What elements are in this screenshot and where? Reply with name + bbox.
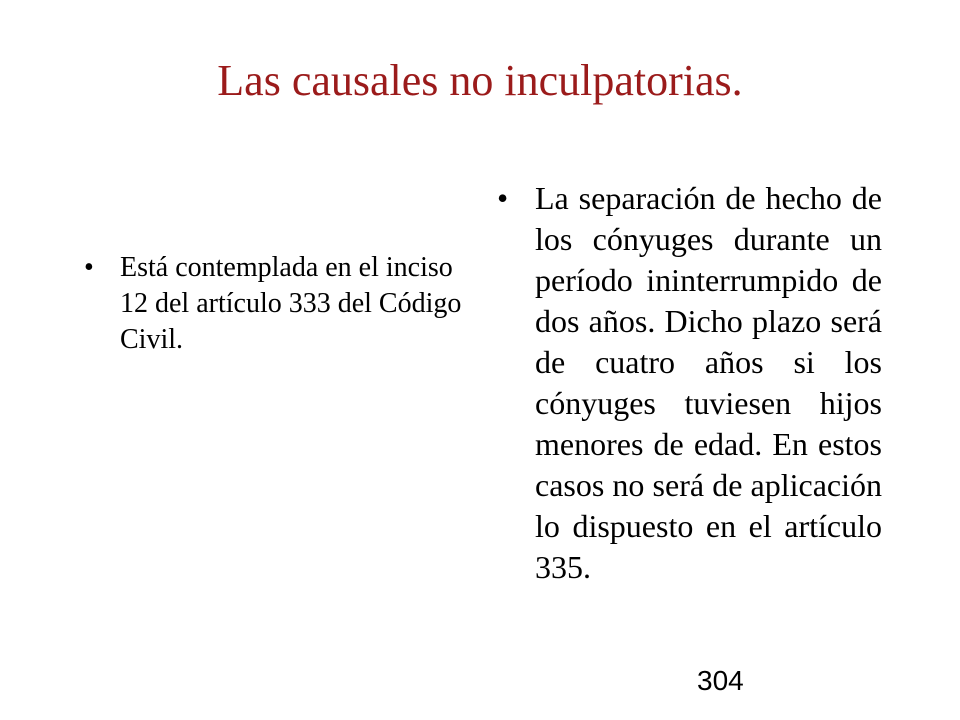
bullet-marker: • — [497, 180, 509, 216]
right-bullet-text: La separación de hecho de los cónyuges durante un período ininterrumpido de dos años. Dicho plazo será de cuatro años si los cónyuges tuviesen hijos menores de edad. En estos casos no será de aplicación lo dispuesto en el artículo 335. — [535, 180, 882, 585]
page-number: 304 — [697, 665, 744, 696]
right-bullet-item — [497, 178, 882, 588]
left-bullet-text: Está contemplada en el inciso 12 del artículo 333 del Código Civil. — [120, 252, 462, 355]
slide-title: Las causales no inculpatorias. — [217, 56, 743, 105]
left-bullet-list — [84, 250, 474, 358]
right-bullet-list — [497, 178, 882, 588]
left-bullet-item — [84, 250, 474, 358]
bullet-marker: • — [84, 252, 94, 283]
